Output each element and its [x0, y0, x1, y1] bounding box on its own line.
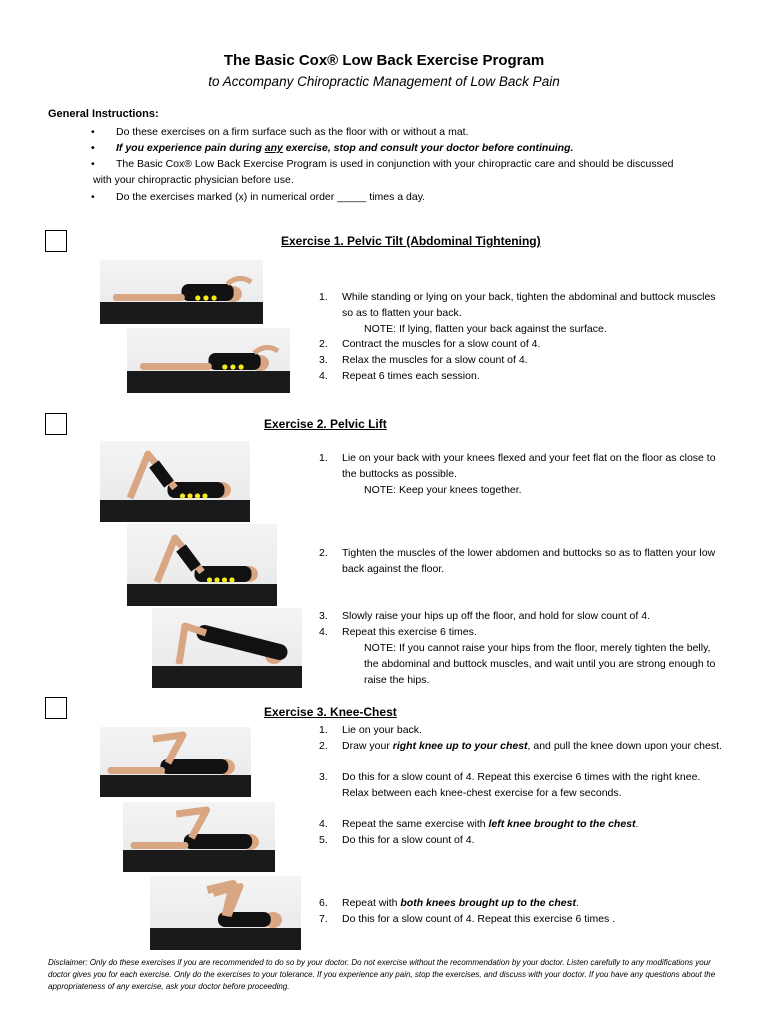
ex2-step-1: 1. Lie on your back with your knees flexed and your feet flat on the floor as close to the buttocks as possible. NOTE: Keep your knees together. — [319, 452, 716, 496]
instruction-bullet-3: • The Basic Cox® Low Back Exercise Program is used in conjunction with your chiropractic care and should be discussed — [91, 158, 674, 170]
exercise-illustration — [152, 608, 302, 688]
general-instructions-heading: General Instructions: — [48, 108, 159, 120]
ex3-step-3: 3. Do this for a slow count of 4. Repeat this exercise 6 times with the right knee. Relax between each knee-chest exercise for a few seconds. — [319, 771, 701, 799]
ex2-step-4: 4. Repeat this exercise 6 times. NOTE: If you cannot raise your hips from the floor, merely tighten the belly, the abdominal and buttock muscles, and wait until you are strong enough to raise the hips. — [319, 626, 716, 686]
ex3-step-5: 5. Do this for a slow count of 4. — [319, 834, 475, 846]
instruction-bullet-3-cont: with your chiropractic physician before use. — [93, 174, 294, 186]
pelvic-lift-photo-2 — [127, 524, 277, 606]
ex2-step-3: 3. Slowly raise your hips up off the floor, and hold for slow count of 4. — [319, 610, 650, 622]
ex3-step-4: 4. Repeat the same exercise with left knee brought to the chest. — [319, 818, 639, 830]
exercise-1-checkbox[interactable] — [45, 230, 67, 252]
ex3-step-1: 1. Lie on your back. — [319, 724, 422, 736]
exercise-3-heading: Exercise 3. Knee-Chest — [264, 705, 397, 719]
ex3-step-6: 6. Repeat with both knees brought up to the chest. — [319, 897, 579, 909]
ex1-step-3: 3. Relax the muscles for a slow count of 4. — [319, 354, 528, 366]
ex1-step-2: 2. Contract the muscles for a slow count of 4. — [319, 338, 541, 350]
ex1-step-4: 4. Repeat 6 times each session. — [319, 370, 480, 382]
exercise-illustration — [100, 441, 250, 522]
pelvic-tilt-photo-2 — [127, 328, 290, 393]
ex3-step-2: 2. Draw your right knee up to your chest, and pull the knee down upon your chest. — [319, 740, 722, 752]
disclaimer: Disclaimer: Only do these exercises if you are recommended to do so by your doctor. Do not exercise without the recommendation by your doctor. Listen carefully to any modifications your doctor gives you for each exercise. Only do the exercises to your tolerance. If you experience any pain, stop the exercises, and discuss with your doctor. If you have any questions about the appropriateness of any exercise, ask your doctor before proceeding. — [48, 958, 716, 991]
knee-chest-photo-3 — [150, 876, 301, 950]
ex2-step-2: 2. Tighten the muscles of the lower abdomen and buttocks so as to flatten your low back against the floor. — [319, 547, 716, 575]
exercise-illustration — [127, 524, 277, 606]
knee-chest-photo-1 — [100, 727, 251, 797]
exercise-illustration — [127, 328, 290, 393]
instruction-bullet-2: • If you experience pain during any exercise, stop and consult your doctor before continuing. — [91, 142, 574, 154]
instruction-bullet-4: • Do the exercises marked (x) in numerical order _____ times a day. — [91, 191, 426, 203]
ex3-step-7: 7. Do this for a slow count of 4. Repeat this exercise 6 times . — [319, 913, 616, 925]
exercise-illustration — [150, 876, 301, 950]
exercise-1-heading: Exercise 1. Pelvic Tilt (Abdominal Tightening) — [281, 234, 541, 248]
exercise-illustration — [100, 260, 263, 324]
pelvic-lift-photo-1 — [100, 441, 250, 522]
exercise-2-heading: Exercise 2. Pelvic Lift — [264, 417, 387, 431]
instruction-bullet-1: • Do these exercises on a firm surface such as the floor with or without a mat. — [91, 126, 469, 138]
page-subtitle: to Accompany Chiropractic Management of Low Back Pain — [208, 74, 560, 89]
exercise-illustration — [100, 727, 251, 797]
exercise-illustration — [123, 802, 275, 872]
page-title: The Basic Cox® Low Back Exercise Program — [223, 52, 545, 69]
ex1-step-1: 1. While standing or lying on your back, tighten the abdominal and buttock muscles so as to flatten your back. NOTE: If lying, flatten your back against the surface. — [319, 291, 716, 335]
pelvic-tilt-photo-1 — [100, 260, 263, 324]
exercise-3-checkbox[interactable] — [45, 697, 67, 719]
knee-chest-photo-2 — [123, 802, 275, 872]
exercise-2-checkbox[interactable] — [45, 413, 67, 435]
pelvic-lift-photo-3 — [152, 608, 302, 688]
